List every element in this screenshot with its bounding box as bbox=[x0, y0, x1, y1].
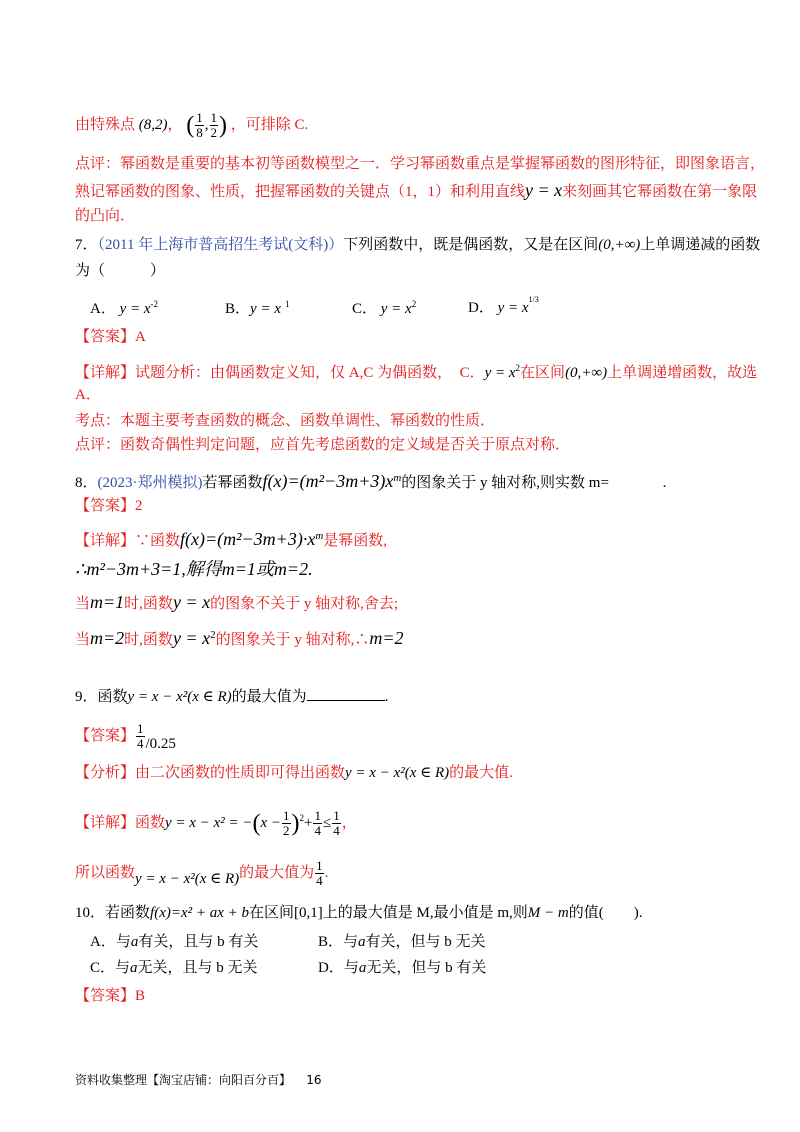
equation: f(x)=(m²−3m+3)x bbox=[262, 471, 394, 491]
q10-option-a: A．与a有关，且与 b 有关 bbox=[90, 934, 259, 950]
q10-option-c: C．与a无关，且与 b 无关 bbox=[90, 960, 258, 976]
summary-9: 所以函数y = x − x²(x ∈ R)的最大值为 $\frac{1}{4}$ . bbox=[75, 858, 329, 888]
fraction: $\frac{1}{8}$ bbox=[196, 110, 203, 140]
q7-option-c: C． $y = x^2$ bbox=[352, 299, 417, 317]
answer-9: 【答案】 $\frac{1}{4}$ /0.25 bbox=[75, 721, 176, 752]
point-1: (8,2) bbox=[138, 116, 168, 133]
question-9: 9．函数y = x − x²(x ∈ R)的最大值为 . bbox=[75, 686, 388, 707]
comment-7: 点评：函数奇偶性判定问题，应首先考虑函数的定义域是否关于原点对称． bbox=[75, 437, 571, 453]
page-number: 16 bbox=[306, 1073, 322, 1087]
knowledge-point-7: 考点：本题主要考查函数的概念、函数单调性、幂函数的性质． bbox=[75, 413, 496, 429]
equation: f(x)=x² + ax + b bbox=[150, 905, 250, 921]
detail-8-line-4: 当m=2时,函数$y = x^2$的图象关于 y 轴对称,∴m=2 bbox=[75, 628, 404, 648]
question-7-cont: 为（ ） bbox=[75, 263, 166, 279]
equation: y = x − x²(x ∈ R) bbox=[127, 689, 232, 705]
detail-8: 【详解】∵函数$f(x)=(m^2-3m+3)\cdot x^m$是幂函数, bbox=[75, 529, 388, 549]
detail-7: 【详解】试题分析：由偶函数定义知，仅 A,C 为偶函数， C．$y = x^2$在区间(0,+∞)上单调递增函数，故选 bbox=[75, 363, 758, 381]
source-tag: （2011 年上海市普高招生考试(文科)） bbox=[97, 237, 344, 253]
question-8: 8．(2023·郑州模拟)若幂函数$f(x)=(m^2-3m+3)x^m$的图象关于 y 轴对称,则实数 m= . bbox=[75, 471, 667, 491]
comment-line-1: 点评：幂函数是重要的基本初等函数模型之一．学习幂函数重点是掌握幂函数的图形特征，即图象语言， bbox=[75, 156, 766, 172]
question-10: 10．若函数f(x)=x² + ax + b在区间[0,1]上的最大值是 M,最小值是 m,则M − m的值( ). bbox=[75, 905, 643, 921]
analysis-9: 【分析】由二次函数的性质即可得出函数y = x − x²(x ∈ R)的最大值. bbox=[75, 765, 513, 781]
q7-option-d: D． $y = x^{1/3}$ bbox=[468, 295, 539, 316]
question-7: 7．（2011 年上海市普高招生考试(文科)）下列函数中，既是偶函数，又是在区间(0,+∞)上单调递减的函数 bbox=[75, 237, 761, 253]
q7-option-a: A． $y = x^{-2}$ bbox=[90, 299, 159, 317]
answer-10: 【答案】B bbox=[75, 988, 146, 1004]
fraction: $\frac{1}{2}$ bbox=[210, 110, 218, 140]
detail-8-line-2: ∴m²−3m+3=1,解得m=1或m=2. bbox=[75, 559, 313, 579]
equation: y = x bbox=[525, 180, 563, 200]
answer-7: 【答案】A bbox=[75, 329, 146, 345]
q7-option-b: B．y = x $^1$ bbox=[225, 299, 290, 317]
text: ， bbox=[167, 116, 183, 133]
text: 由特殊点 bbox=[75, 116, 136, 133]
footer-text: 资料收集整理【淘宝店铺：向阳百分百】 bbox=[75, 1073, 292, 1087]
comment-line-2: 熟记幂函数的图象、性质，把握幂函数的关键点（1，1）和利用直线y = x来刻画其它幂函数在第一象限 bbox=[75, 180, 758, 200]
q10-option-d: D．与a无关，但与 b 有关 bbox=[318, 960, 487, 976]
answer-blank bbox=[307, 686, 385, 701]
detail-9: 【详解】函数y = x − x² = −(x − $\frac{1}{2}$ )$^2$+ $\frac{1}{4}$ ≤ $\frac{1}{4}$ ， bbox=[75, 808, 357, 839]
detail-8-line-3: 当m=1时,函数y = x的图象不关于 y 轴对称,舍去; bbox=[75, 592, 398, 612]
special-points-line: 由特殊点 (8,2)， ( $\frac{1}{8}$ , $\frac{1}{2}$ ) ，可排除 C. bbox=[75, 110, 309, 140]
page-footer bbox=[75, 1071, 322, 1088]
answer-8: 【答案】2 bbox=[75, 498, 143, 514]
comment-line-3: 的凸向． bbox=[75, 208, 136, 224]
detail-7-cont: A． bbox=[75, 387, 101, 403]
source-tag: (2023·郑州模拟) bbox=[97, 475, 203, 491]
q10-option-b: B．与a有关，但与 b 无关 bbox=[318, 934, 486, 950]
text: ，可排除 C. bbox=[230, 116, 309, 133]
interval: (0,+∞) bbox=[598, 237, 641, 253]
